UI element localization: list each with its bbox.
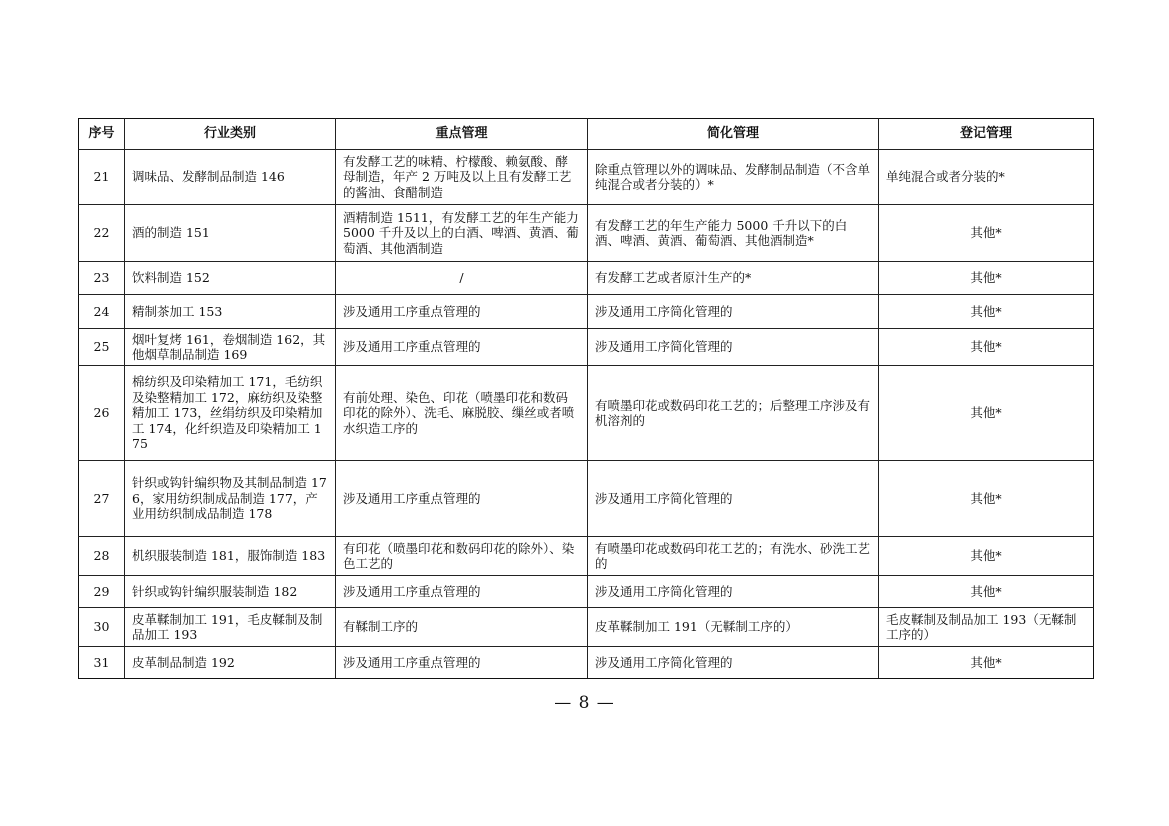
registration-management-cell: 其他* xyxy=(879,576,1094,608)
key-management-cell: 酒精制造 1511，有发酵工艺的年生产能力 5000 千升及以上的白酒、啤酒、黄酒、葡萄酒、其他酒制造 xyxy=(336,205,588,262)
header-key-management: 重点管理 xyxy=(336,119,588,150)
header-simplified-management: 简化管理 xyxy=(588,119,879,150)
table-row xyxy=(79,537,1094,576)
key-management-cell: 有鞣制工序的 xyxy=(336,608,588,647)
industry-category-cell: 调味品、发酵制品制造 146 xyxy=(125,150,336,205)
table-row xyxy=(79,295,1094,329)
table-row xyxy=(79,461,1094,537)
simplified-management-cell: 除重点管理以外的调味品、发酵制品制造（不含单纯混合或者分装的）* xyxy=(588,150,879,205)
row-number: 26 xyxy=(79,366,125,461)
industry-category-cell: 棉纺织及印染精加工 171，毛纺织及染整精加工 172，麻纺织及染整精加工 173，丝绢纺织及印染精加工 174，化纤织造及印染精加工 175 xyxy=(125,366,336,461)
simplified-management-cell: 有喷墨印花或数码印花工艺的；后整理工序涉及有机溶剂的 xyxy=(588,366,879,461)
registration-management-cell: 其他* xyxy=(879,262,1094,295)
industry-category-cell: 精制茶加工 153 xyxy=(125,295,336,329)
key-management-cell: 涉及通用工序重点管理的 xyxy=(336,576,588,608)
row-number: 27 xyxy=(79,461,125,537)
industry-category-cell: 针织或钩针编织物及其制品制造 176，家用纺织制成品制造 177，产业用纺织制成品制造 178 xyxy=(125,461,336,537)
row-number: 29 xyxy=(79,576,125,608)
header-serial-no: 序号 xyxy=(79,119,125,150)
registration-management-cell: 其他* xyxy=(879,537,1094,576)
registration-management-cell: 其他* xyxy=(879,295,1094,329)
industry-category-cell: 烟叶复烤 161，卷烟制造 162，其他烟草制品制造 169 xyxy=(125,329,336,366)
registration-management-cell: 其他* xyxy=(879,647,1094,679)
key-management-cell: / xyxy=(336,262,588,295)
row-number: 22 xyxy=(79,205,125,262)
industry-category-cell: 饮料制造 152 xyxy=(125,262,336,295)
registration-management-cell: 其他* xyxy=(879,205,1094,262)
simplified-management-cell: 皮革鞣制加工 191（无鞣制工序的） xyxy=(588,608,879,647)
simplified-management-cell: 涉及通用工序简化管理的 xyxy=(588,461,879,537)
registration-management-cell: 毛皮鞣制及制品加工 193（无鞣制工序的） xyxy=(879,608,1094,647)
simplified-management-cell: 涉及通用工序简化管理的 xyxy=(588,329,879,366)
key-management-cell: 涉及通用工序重点管理的 xyxy=(336,647,588,679)
key-management-cell: 涉及通用工序重点管理的 xyxy=(336,329,588,366)
industry-category-cell: 机织服装制造 181，服饰制造 183 xyxy=(125,537,336,576)
simplified-management-cell: 涉及通用工序简化管理的 xyxy=(588,647,879,679)
table-row xyxy=(79,647,1094,679)
table-row xyxy=(79,329,1094,366)
key-management-cell: 有印花（喷墨印花和数码印花的除外）、染色工艺的 xyxy=(336,537,588,576)
table-row xyxy=(79,608,1094,647)
industry-category-cell: 酒的制造 151 xyxy=(125,205,336,262)
industry-category-cell: 皮革制品制造 192 xyxy=(125,647,336,679)
table-row xyxy=(79,262,1094,295)
row-number: 23 xyxy=(79,262,125,295)
simplified-management-cell: 涉及通用工序简化管理的 xyxy=(588,576,879,608)
registration-management-cell: 其他* xyxy=(879,366,1094,461)
key-management-cell: 有前处理、染色、印花（喷墨印花和数码印花的除外）、洗毛、麻脱胶、缫丝或者喷水织造工序的 xyxy=(336,366,588,461)
table-row xyxy=(79,205,1094,262)
table-header-row xyxy=(79,119,1094,150)
row-number: 25 xyxy=(79,329,125,366)
industry-category-cell: 针织或钩针编织服装制造 182 xyxy=(125,576,336,608)
simplified-management-cell: 有发酵工艺的年生产能力 5000 千升以下的白酒、啤酒、黄酒、葡萄酒、其他酒制造* xyxy=(588,205,879,262)
industry-classification-table xyxy=(78,118,1094,679)
key-management-cell: 涉及通用工序重点管理的 xyxy=(336,295,588,329)
row-number: 28 xyxy=(79,537,125,576)
registration-management-cell: 其他* xyxy=(879,329,1094,366)
simplified-management-cell: 有喷墨印花或数码印花工艺的；有洗水、砂洗工艺的 xyxy=(588,537,879,576)
header-industry-category: 行业类别 xyxy=(125,119,336,150)
row-number: 21 xyxy=(79,150,125,205)
registration-management-cell: 单纯混合或者分装的* xyxy=(879,150,1094,205)
industry-category-cell: 皮革鞣制加工 191，毛皮鞣制及制品加工 193 xyxy=(125,608,336,647)
table-row xyxy=(79,576,1094,608)
table-row xyxy=(79,150,1094,205)
key-management-cell: 有发酵工艺的味精、柠檬酸、赖氨酸、酵母制造，年产 2 万吨及以上且有发酵工艺的酱油、食醋制造 xyxy=(336,150,588,205)
table-row xyxy=(79,366,1094,461)
row-number: 31 xyxy=(79,647,125,679)
key-management-cell: 涉及通用工序重点管理的 xyxy=(336,461,588,537)
row-number: 30 xyxy=(79,608,125,647)
simplified-management-cell: 有发酵工艺或者原汁生产的* xyxy=(588,262,879,295)
row-number: 24 xyxy=(79,295,125,329)
page-number: — 8 — xyxy=(554,693,615,713)
header-registration-management: 登记管理 xyxy=(879,119,1094,150)
registration-management-cell: 其他* xyxy=(879,461,1094,537)
simplified-management-cell: 涉及通用工序简化管理的 xyxy=(588,295,879,329)
